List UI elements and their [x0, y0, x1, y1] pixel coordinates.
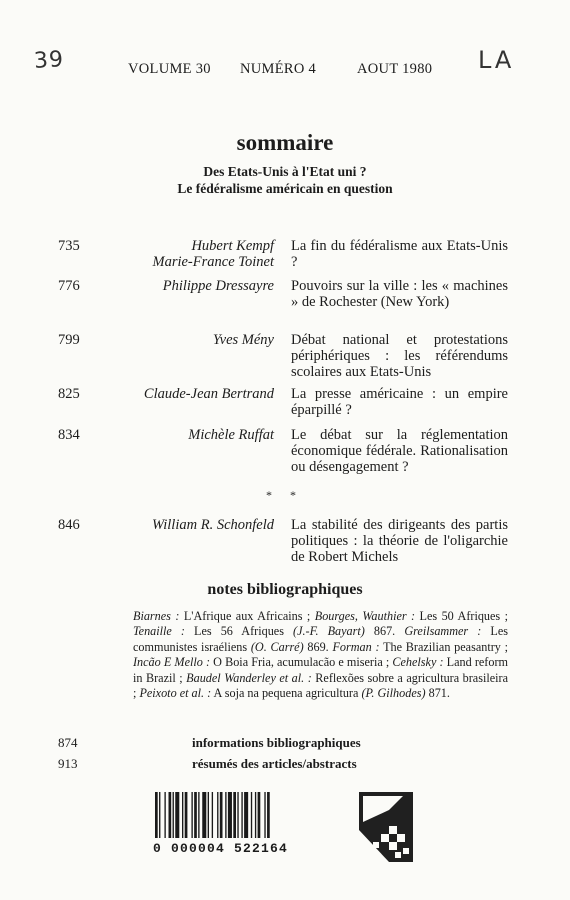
- notes-heading: notes bibliographiques: [207, 581, 363, 598]
- article-title: Pouvoirs sur la ville : les « machines » de Rochester (New York): [291, 278, 508, 310]
- article-authors: [144, 386, 274, 402]
- handwritten-note-left: 39: [33, 46, 65, 75]
- article-page: 735: [58, 238, 80, 254]
- note-author: (O. Carré): [250, 639, 304, 654]
- issue-number: NUMÉRO 4: [240, 61, 317, 77]
- note-text: Reflexões sobre a agricultura brasileira ;: [133, 670, 508, 701]
- publisher-logo: [359, 792, 413, 862]
- note-author: Incão E Mello :: [133, 655, 211, 670]
- note-author: Greilsammer :: [404, 624, 482, 639]
- note-author: (J.-F. Bayart): [293, 624, 365, 639]
- bibliography-page: 874: [58, 735, 78, 750]
- article-page: 776: [58, 278, 80, 294]
- handwritten-note-right: LA: [478, 46, 515, 74]
- issue-volume: VOLUME 30: [128, 61, 211, 77]
- article-page: 834: [58, 427, 80, 443]
- bibliography-page: 913: [58, 756, 78, 771]
- issue-date: AOUT 1980: [357, 61, 433, 77]
- article-page: 825: [58, 386, 80, 402]
- separator-star: *: [290, 488, 296, 502]
- note-text: A soja na pequena agricultura: [211, 686, 362, 701]
- note-text: 869.: [303, 639, 333, 654]
- note-author: Bourges, Wauthier :: [314, 609, 416, 623]
- article-title: La stabilité des dirigeants des partis politiques : la théorie de l'oligarchie de Robert Michels: [291, 517, 508, 565]
- article-title: La fin du fédéralisme aux Etats-Unis ?: [291, 238, 508, 270]
- note-author: Peixoto et al. :: [139, 686, 212, 701]
- note-author: Biarnes :: [133, 609, 180, 623]
- note-author: Baudel Wanderley et al. :: [186, 670, 312, 685]
- barcode: [153, 792, 399, 862]
- article-author: Hubert Kempf: [191, 238, 274, 254]
- separator-star: *: [266, 488, 272, 502]
- barcode-digits: 0 000004 522164: [153, 841, 289, 856]
- article-title: La presse américaine : un empire éparpillé ?: [291, 386, 508, 418]
- article-authors: [153, 238, 275, 270]
- note-text: 867.: [364, 624, 405, 639]
- note-text: L'Afrique aux Africains ;: [179, 609, 315, 623]
- note-text: The Brazilian peasantry ;: [379, 639, 508, 654]
- note-text: 871.: [425, 686, 450, 701]
- article-page: 846: [58, 517, 80, 533]
- article-title: Débat national et protestations périphériques : les référendums scolaires aux Etats-Unis: [291, 332, 508, 380]
- note-text: Land reform in Brazil ;: [133, 655, 508, 685]
- note-text: Les communistes israéliens: [133, 624, 508, 654]
- article-authors: [213, 332, 274, 348]
- theme-title-line-1: Des Etats-Unis à l'Etat uni ?: [203, 164, 367, 179]
- article-author: Claude-Jean Bertrand: [143, 386, 274, 402]
- article-author: Michèle Ruffat: [188, 427, 274, 443]
- article-author: Philippe Dressayre: [162, 278, 274, 294]
- article-authors: [188, 427, 274, 443]
- bibliography-label: informations bibliographiques: [192, 735, 361, 750]
- note-text: O Boia Fria, acumulacão e miseria ;: [210, 655, 393, 670]
- article-author: William R. Schonfeld: [151, 517, 274, 533]
- bibliography-label: résumés des articles/abstracts: [192, 756, 357, 771]
- note-text: Les 56 Afriques: [184, 624, 294, 639]
- note-author: Forman :: [332, 639, 380, 654]
- note-text: Les 50 Afriques ;: [415, 609, 508, 623]
- article-author: Marie-France Toinet: [152, 254, 274, 270]
- page-title: sommaire: [236, 130, 334, 155]
- article-authors: [152, 517, 274, 533]
- issue-line: [128, 61, 432, 78]
- note-author: (P. Gilhodes): [361, 686, 426, 701]
- note-author: Cehelsky :: [392, 655, 444, 670]
- theme-title-line-2: Le fédéralisme américain en question: [177, 181, 393, 196]
- bibliographic-notes: [133, 609, 508, 701]
- article-author: Yves Mény: [212, 332, 274, 348]
- article-authors: [163, 278, 274, 294]
- article-page: 799: [58, 332, 80, 348]
- article-title: Le débat sur la réglementation économique fédérale. Rationalisation ou désengagement ?: [291, 427, 508, 475]
- barcode-bars: [153, 792, 357, 840]
- note-author: Tenaille :: [133, 624, 185, 639]
